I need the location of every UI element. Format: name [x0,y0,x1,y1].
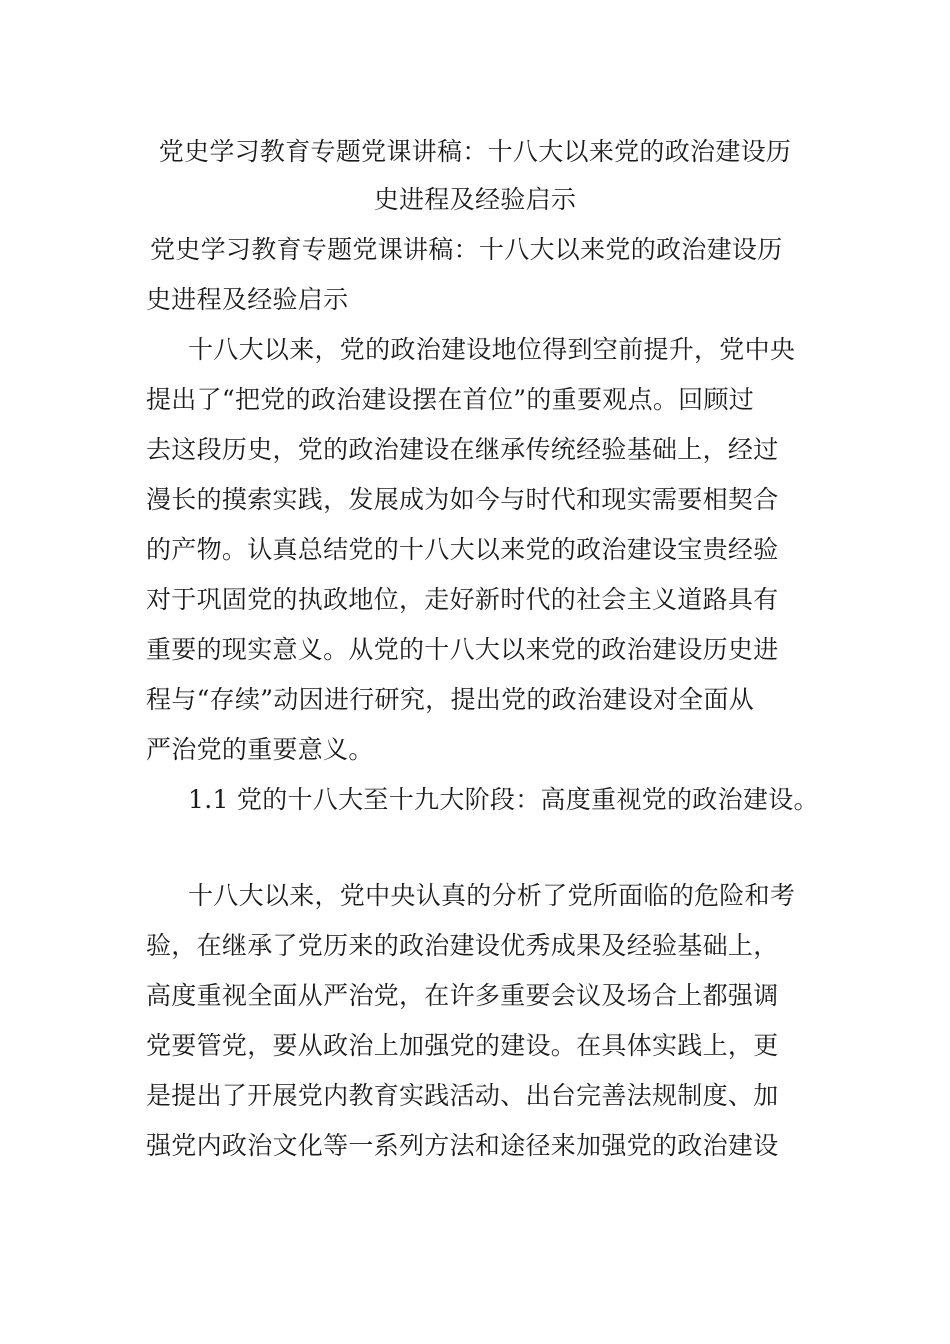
document-title-line-2: 史进程及经验启示 [373,185,577,214]
subtitle-line-2: 史进程及经验启示 [146,285,349,314]
paragraph-1-line-9: 严治党的重要意义。 [146,735,374,764]
paragraph-2-line-6: 强党内政治文化等一系列方法和途径来加强党的政治建设 [146,1131,779,1160]
paragraph-1-line-3: 去这段历史，党的政治建设在继承传统经验基础上，经过 [146,435,779,464]
paragraph-1-line-5: 的产物。认真总结党的十八大以来党的政治建设宝贵经验 [146,535,779,564]
section-heading: 1.1 党的十八大至十九大阶段：高度重视党的政治建设。 [188,785,819,814]
paragraph-2-line-1: 十八大以来，党中央认真的分析了党所面临的危险和考 [188,881,796,910]
paragraph-1-line-8: 程与“存续”动因进行研究，提出党的政治建设对全面从 [146,685,755,714]
paragraph-2-line-5: 是提出了开展党内教育实践活动、出台完善法规制度、加 [146,1081,779,1110]
subtitle-line-1: 党史学习教育专题党课讲稿：十八大以来党的政治建设历 [150,235,783,264]
paragraph-1-line-6: 对于巩固党的执政地位，走好新时代的社会主义道路具有 [146,585,779,614]
paragraph-1-line-2: 提出了“把党的政治建设摆在首位”的重要观点。回顾过 [146,385,755,414]
paragraph-2-line-3: 高度重视全面从严治党，在许多重要会议及场合上都强调 [146,981,779,1010]
paragraph-1-line-7: 重要的现实意义。从党的十八大以来党的政治建设历史进 [146,635,779,664]
paragraph-2-line-2: 验，在继承了党历来的政治建设优秀成果及经验基础上， [146,931,779,960]
paragraph-1-line-4: 漫长的摸索实践，发展成为如今与时代和现实需要相契合 [146,485,779,514]
document-title-line-1: 党史学习教育专题党课讲稿：十八大以来党的政治建设历 [158,137,792,166]
paragraph-2-line-4: 党要管党，要从政治上加强党的建设。在具体实践上，更 [146,1031,779,1060]
paragraph-1-line-1: 十八大以来，党的政治建设地位得到空前提升，党中央 [188,335,796,364]
